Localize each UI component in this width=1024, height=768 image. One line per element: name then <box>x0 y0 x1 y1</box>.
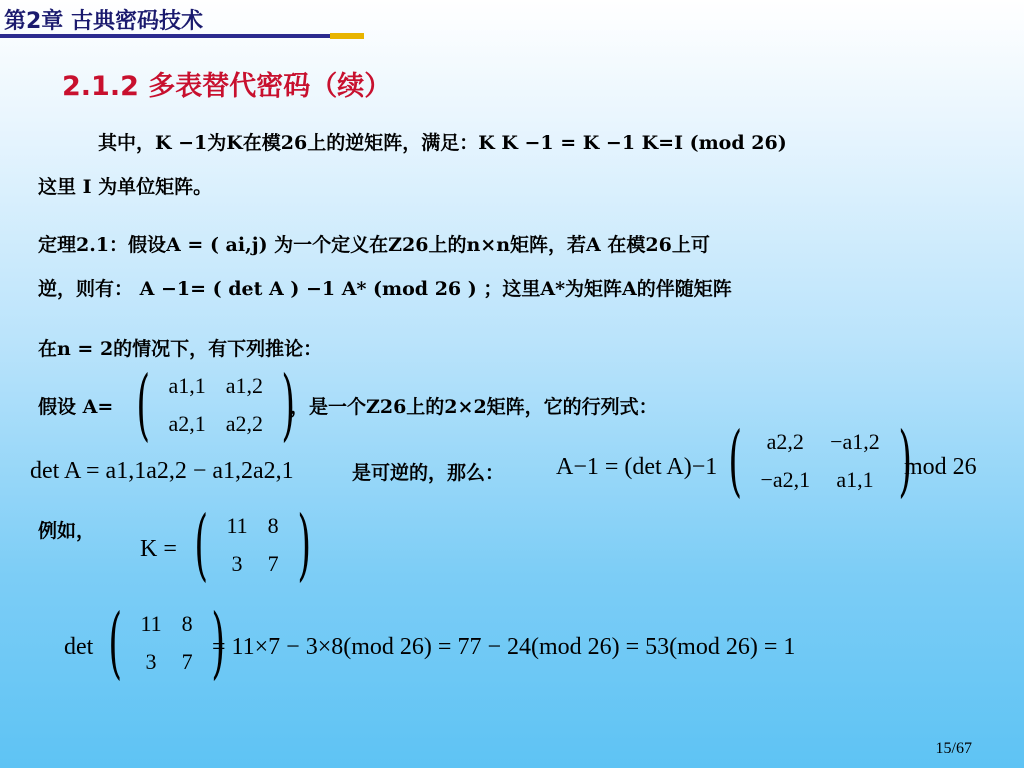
invertible-label: 是可逆的，那么： <box>352 462 505 484</box>
matrix-cell: 11 <box>226 513 248 538</box>
matrix-cell: 7 <box>181 649 193 674</box>
matrix-cell: a1,1 <box>836 467 874 492</box>
matrix-cell: −a2,1 <box>760 467 811 492</box>
matrix-cell: 8 <box>267 513 279 538</box>
chapter-title: 第2章 古典密码技术 <box>4 9 203 34</box>
matrix-cell: a2,2 <box>225 411 263 436</box>
header-rule-blue <box>0 34 330 38</box>
matrix-cell: 3 <box>145 649 157 674</box>
matrix-a <box>128 360 303 450</box>
right-paren: ) <box>210 598 225 688</box>
matrix-cell: a2,1 <box>168 411 206 436</box>
text-line-1: 其中，K −1为K在模26上的逆矩阵，满足：K K −1 = K −1 K=I (mod 26) <box>98 132 787 154</box>
matrix-adj <box>720 416 920 506</box>
det-result: = 11×7 − 3×8(mod 26) = 77 − 24(mod 26) = 53(mod 26) = 1 <box>212 634 796 660</box>
left-paren: ( <box>108 598 123 688</box>
det-label: det <box>64 634 94 660</box>
page-number: 15/67 <box>935 740 972 757</box>
matrix-cell: 8 <box>181 611 193 636</box>
corollary-intro: 在n = 2的情况下，有下列推论： <box>38 338 323 360</box>
k-label: K = <box>140 536 177 562</box>
matrix-cell: a1,2 <box>225 373 263 398</box>
matrix-cell: −a1,2 <box>830 429 880 454</box>
assume-tail: ，是一个Z26上的2×2矩阵，它的行列式： <box>290 396 658 418</box>
matrix-cell: a1,1 <box>168 373 206 398</box>
left-paren: ( <box>136 360 151 450</box>
section-title: 2.1.2 多表替代密码（续） <box>62 71 392 102</box>
matrix-cell: 3 <box>231 551 243 576</box>
inverse-lhs: A−1 = (det A)−1 <box>556 454 718 480</box>
example-label: 例如， <box>38 520 96 542</box>
right-paren: ) <box>281 360 296 450</box>
left-paren: ( <box>194 500 209 590</box>
right-paren: ) <box>898 416 912 506</box>
inverse-rhs: mod 26 <box>904 454 977 480</box>
theorem-line-1: 定理2.1：假设A = ( ai,j) 为一个定义在Z26上的n×n矩阵，若A 在模26上可 <box>38 234 710 256</box>
assume-label: 假设 A= <box>38 396 114 418</box>
matrix-cell: a2,2 <box>766 429 804 454</box>
matrix-cell: 11 <box>140 611 162 636</box>
det-formula: det A = a1,1a2,2 − a1,2a2,1 <box>30 458 294 484</box>
matrix-k <box>186 500 319 590</box>
right-paren: ) <box>296 500 311 590</box>
text-line-2: 这里 I 为单位矩阵。 <box>38 176 213 198</box>
theorem-line-2: 逆，则有： A −1= ( det A ) −1 A* (mod 26 ) ；这里A*为矩阵A的伴随矩阵 <box>38 278 732 300</box>
left-paren: ( <box>728 416 743 506</box>
header-rule-gold <box>330 33 364 39</box>
matrix-cell: 7 <box>267 551 279 576</box>
